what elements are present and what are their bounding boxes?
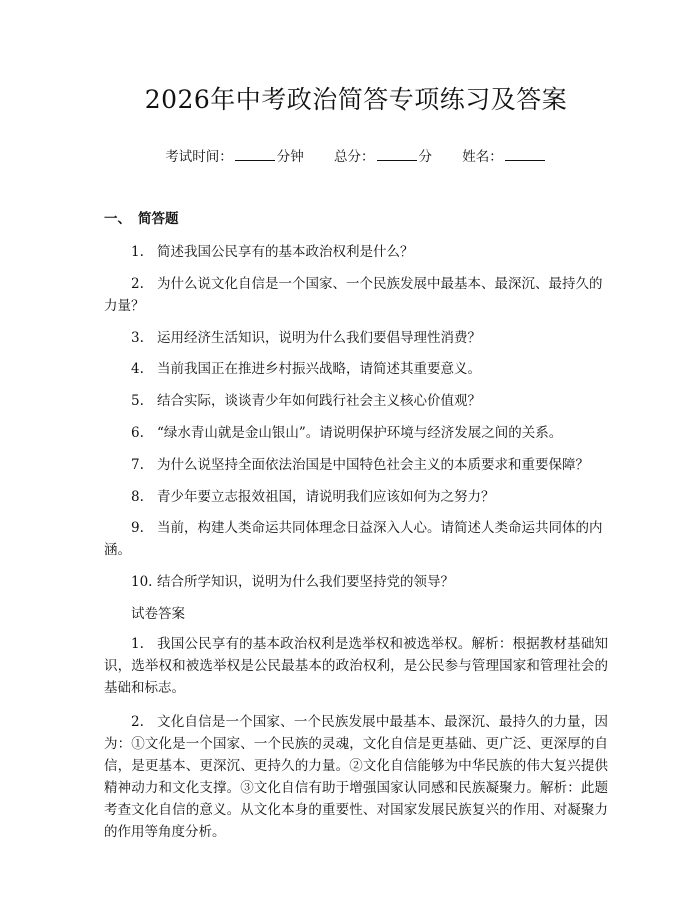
section-title-text: 简答题 xyxy=(138,211,179,227)
question-item xyxy=(104,422,608,444)
question-number: 5. xyxy=(131,393,144,410)
question-item xyxy=(104,358,608,380)
question-text: 当前我国正在推进乡村振兴战略，请简述其重要意义。 xyxy=(157,361,481,378)
name-blank xyxy=(505,146,545,161)
question-text: 青少年要立志报效祖国，请说明我们应该如何为之努力？ xyxy=(157,488,495,505)
question-number: 9. xyxy=(131,520,144,537)
total-score-field xyxy=(334,146,432,167)
page-title: 2026年中考政治简答专项练习及答案 xyxy=(144,85,568,114)
exam-time-unit: 分钟 xyxy=(276,149,304,165)
question-text: 结合所学知识，说明为什么我们要坚持党的领导？ xyxy=(157,574,454,591)
question-number: 10. xyxy=(131,574,153,591)
exam-time-field xyxy=(165,146,304,167)
question-number: 4. xyxy=(131,361,144,378)
answer-number: 2. xyxy=(131,713,144,730)
section-heading xyxy=(104,209,608,229)
section-number: 一、 xyxy=(104,211,131,227)
answer-number: 1. xyxy=(131,635,144,652)
question-text: 为什么说文化自信是一个国家、一个民族发展中最基本、最深沉、最持久的力量？ xyxy=(104,275,603,314)
answer-item xyxy=(104,711,608,843)
question-list xyxy=(104,241,608,593)
question-item xyxy=(104,571,608,593)
question-number: 2. xyxy=(131,275,144,292)
question-item xyxy=(104,241,608,263)
question-number: 6. xyxy=(131,424,144,441)
question-text: 简述我国公民享有的基本政治权利是什么？ xyxy=(157,244,414,260)
question-text: “绿水青山就是金山银山”。请说明保护环境与经济发展之间的关系。 xyxy=(157,424,563,441)
total-score-unit: 分 xyxy=(418,149,432,165)
answer-section-label: 试卷答案 xyxy=(131,605,185,622)
question-item xyxy=(104,517,608,561)
question-number: 7. xyxy=(131,456,144,473)
question-item xyxy=(104,327,608,349)
question-text: 为什么说坚持全面依法治国是中国特色社会主义的本质要求和重要保障？ xyxy=(157,456,589,473)
question-item xyxy=(104,273,608,317)
question-item xyxy=(104,390,608,412)
question-number: 3. xyxy=(131,329,144,346)
question-item xyxy=(104,454,608,476)
exam-time-blank xyxy=(235,146,275,161)
question-text: 运用经济生活知识，说明为什么我们要倡导理性消费？ xyxy=(157,329,481,346)
question-item xyxy=(104,486,608,508)
exam-info-line xyxy=(104,146,608,167)
exam-time-label: 考试时间： xyxy=(165,149,233,165)
question-text: 当前，构建人类命运共同体理念日益深入人心。请简述人类命运共同体的内涵。 xyxy=(104,520,603,559)
total-score-label: 总分： xyxy=(334,149,375,165)
question-text: 结合实际，谈谈青少年如何践行社会主义核心价值观？ xyxy=(157,393,481,410)
name-label: 姓名： xyxy=(462,149,503,165)
name-field xyxy=(462,146,547,167)
answer-item xyxy=(104,633,608,699)
question-number: 8. xyxy=(131,488,144,505)
question-number: 1. xyxy=(131,244,144,260)
answer-text: 文化自信是一个国家、一个民族发展中最基本、最深沉、最持久的力量，因为：①文化是一个国家、一个民族的灵魂，文化自信是更基础、更广泛、更深厚的自信，是更基本、更深沉、更持久的力量。②文化自信能够为中华民族的伟大复兴提供精神动力和文化支撑。③文化自信有助于增强国家认同感和民族凝聚力。解析：此题考查文化自信的意义。从文化本身的重要性、对国家发展民族复兴的作用、对凝聚力的作用等角度分析。 xyxy=(104,713,608,840)
total-score-blank xyxy=(377,146,417,161)
answer-text: 我国公民享有的基本政治权利是选举权和被选举权。解析：根据教材基础知识，选举权和被选举权是公民最基本的政治权利，是公民参与管理国家和管理社会的基础和标志。 xyxy=(104,635,608,696)
